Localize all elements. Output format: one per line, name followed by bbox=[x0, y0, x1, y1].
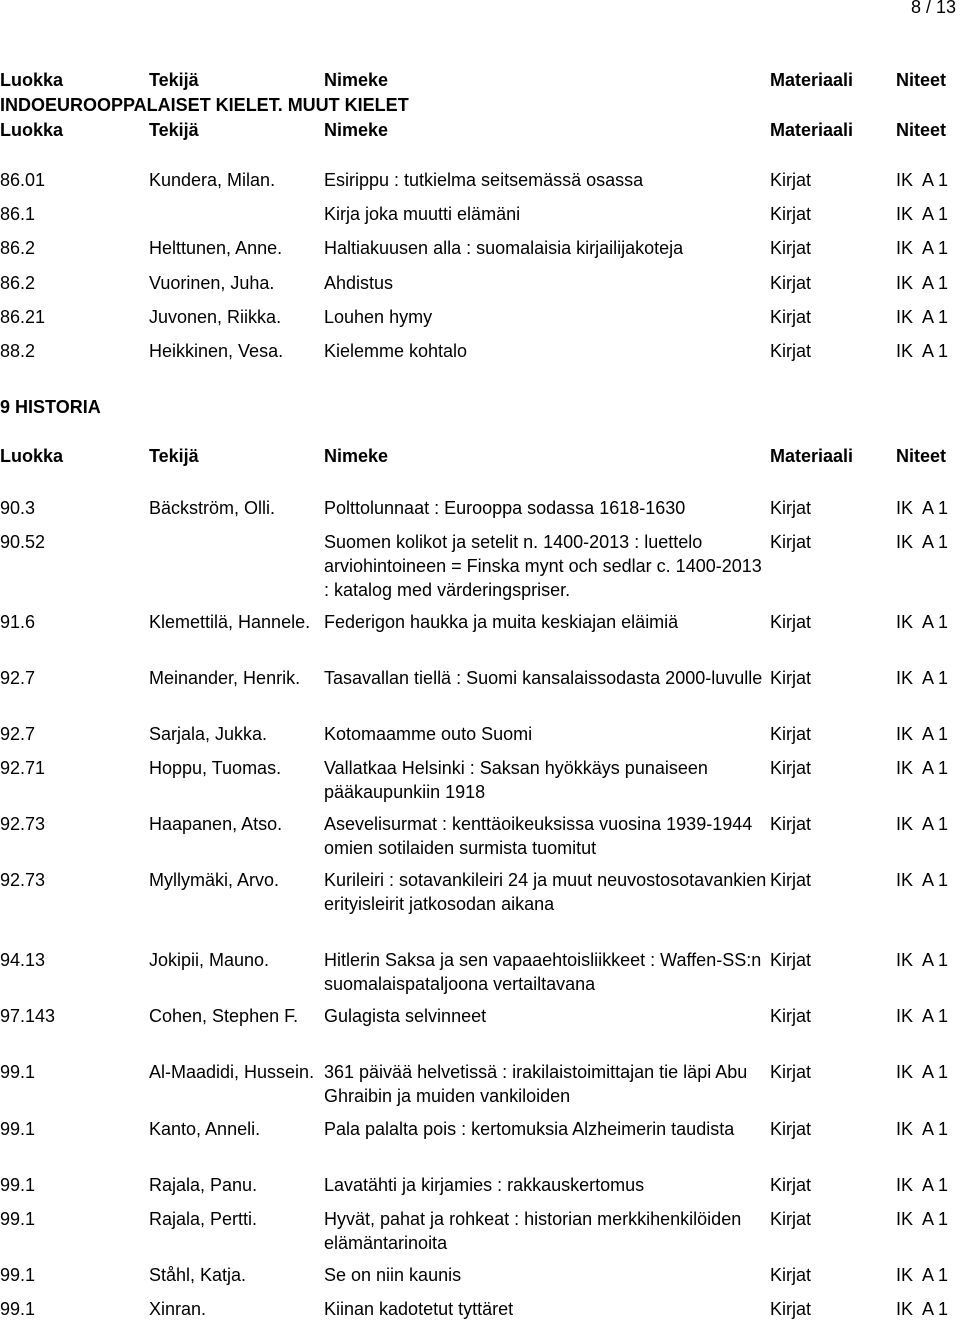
cell-nimeke: Se on niin kaunis bbox=[324, 1265, 462, 1285]
cell-nimeke: Hyvät, pahat ja rohkeat : historian merkkihenkilöiden elämäntarinoita bbox=[324, 1209, 742, 1253]
cell-niteet: IK A 1 bbox=[896, 1265, 949, 1285]
cell-niteet: IK A 1 bbox=[896, 1299, 949, 1319]
cell-luokka: 86.21 bbox=[0, 307, 46, 327]
cell-niteet: IK A 1 bbox=[896, 758, 949, 778]
header-tekija: Tekijä bbox=[149, 70, 199, 90]
header-tekija: Tekijä bbox=[149, 120, 199, 140]
cell-niteet: IK A 1 bbox=[896, 204, 949, 224]
cell-niteet: IK A 1 bbox=[896, 498, 949, 518]
cell-luokka: 92.73 bbox=[0, 814, 46, 834]
cell-nimeke: Asevelisurmat : kenttäoikeuksissa vuosina 1939-1944 omien sotilaiden surmista tuomitut bbox=[324, 814, 753, 858]
cell-nimeke: Kotomaamme outo Suomi bbox=[324, 724, 533, 744]
cell-niteet: IK A 1 bbox=[896, 668, 949, 688]
cell-niteet: IK A 1 bbox=[896, 1119, 949, 1139]
cell-materiaali: Kirjat bbox=[770, 814, 812, 834]
header-materiaali: Materiaali bbox=[770, 70, 854, 90]
cell-tekija: Rajala, Panu. bbox=[149, 1175, 258, 1195]
cell-luokka: 94.13 bbox=[0, 950, 46, 970]
header-materiaali: Materiaali bbox=[770, 446, 854, 466]
cell-nimeke: Vallatkaa Helsinki : Saksan hyökkäys punaiseen pääkaupunkiin 1918 bbox=[324, 758, 708, 802]
cell-tekija: Rajala, Pertti. bbox=[149, 1209, 258, 1229]
cell-materiaali: Kirjat bbox=[770, 758, 812, 778]
cell-nimeke: Kiinan kadotetut tyttäret bbox=[324, 1299, 514, 1319]
cell-nimeke: Federigon haukka ja muita keskiajan eläimiä bbox=[324, 612, 679, 632]
header-materiaali: Materiaali bbox=[770, 120, 854, 140]
cell-luokka: 99.1 bbox=[0, 1119, 36, 1139]
cell-niteet: IK A 1 bbox=[896, 273, 949, 293]
cell-materiaali: Kirjat bbox=[770, 870, 812, 890]
header-tekija: Tekijä bbox=[149, 446, 199, 466]
cell-luokka: 99.1 bbox=[0, 1265, 36, 1285]
header-luokka: Luokka bbox=[0, 70, 64, 90]
cell-niteet: IK A 1 bbox=[896, 238, 949, 258]
cell-luokka: 86.01 bbox=[0, 170, 46, 190]
cell-tekija: Ståhl, Katja. bbox=[149, 1265, 247, 1285]
cell-niteet: IK A 1 bbox=[896, 612, 949, 632]
cell-luokka: 90.52 bbox=[0, 532, 46, 552]
cell-nimeke: Tasavallan tiellä : Suomi kansalaissodasta 2000-luvulle bbox=[324, 668, 763, 688]
cell-nimeke: Louhen hymy bbox=[324, 307, 433, 327]
page-number: 8 / 13 bbox=[910, 0, 956, 17]
cell-luokka: 86.1 bbox=[0, 204, 36, 224]
section-title: 9 HISTORIA bbox=[0, 397, 101, 417]
cell-materiaali: Kirjat bbox=[770, 307, 812, 327]
cell-luokka: 86.2 bbox=[0, 273, 36, 293]
header-niteet: Niteet bbox=[896, 70, 947, 90]
cell-niteet: IK A 1 bbox=[896, 307, 949, 327]
cell-nimeke: Esirippu : tutkielma seitsemässä osassa bbox=[324, 170, 644, 190]
header-nimeke: Nimeke bbox=[324, 70, 389, 90]
cell-tekija: Myllymäki, Arvo. bbox=[149, 870, 280, 890]
cell-materiaali: Kirjat bbox=[770, 1299, 812, 1319]
cell-materiaali: Kirjat bbox=[770, 341, 812, 361]
cell-niteet: IK A 1 bbox=[896, 1209, 949, 1229]
cell-tekija: Bäckström, Olli. bbox=[149, 498, 276, 518]
cell-tekija: Meinander, Henrik. bbox=[149, 668, 301, 688]
cell-nimeke: Polttolunnaat : Eurooppa sodassa 1618-1630 bbox=[324, 498, 686, 518]
cell-luokka: 99.1 bbox=[0, 1209, 36, 1229]
cell-luokka: 92.73 bbox=[0, 870, 46, 890]
cell-luokka: 92.7 bbox=[0, 668, 36, 688]
section-title: INDOEUROOPPALAISET KIELET. MUUT KIELET bbox=[0, 95, 409, 115]
cell-niteet: IK A 1 bbox=[896, 170, 949, 190]
cell-niteet: IK A 1 bbox=[896, 870, 949, 890]
cell-luokka: 91.6 bbox=[0, 612, 36, 632]
cell-niteet: IK A 1 bbox=[896, 1175, 949, 1195]
cell-niteet: IK A 1 bbox=[896, 724, 949, 744]
cell-luokka: 92.7 bbox=[0, 724, 36, 744]
header-luokka: Luokka bbox=[0, 446, 64, 466]
cell-luokka: 99.1 bbox=[0, 1175, 36, 1195]
header-luokka: Luokka bbox=[0, 120, 64, 140]
header-nimeke: Nimeke bbox=[324, 446, 389, 466]
cell-materiaali: Kirjat bbox=[770, 668, 812, 688]
cell-materiaali: Kirjat bbox=[770, 1175, 812, 1195]
cell-tekija: Xinran. bbox=[149, 1299, 207, 1319]
cell-tekija: Heikkinen, Vesa. bbox=[149, 341, 284, 361]
cell-tekija: Sarjala, Jukka. bbox=[149, 724, 268, 744]
cell-niteet: IK A 1 bbox=[896, 1006, 949, 1026]
cell-materiaali: Kirjat bbox=[770, 612, 812, 632]
cell-nimeke: Pala palalta pois : kertomuksia Alzheimerin taudista bbox=[324, 1119, 735, 1139]
header-niteet: Niteet bbox=[896, 446, 947, 466]
cell-luokka: 92.71 bbox=[0, 758, 46, 778]
cell-nimeke: 361 päivää helvetissä : irakilaistoimittajan tie läpi Abu Ghraibin ja muiden vankiloiden bbox=[324, 1062, 748, 1106]
cell-nimeke: Hitlerin Saksa ja sen vapaaehtoisliikkeet : Waffen-SS:n suomalaispataljoona vertailtavana bbox=[324, 950, 762, 994]
cell-materiaali: Kirjat bbox=[770, 1119, 812, 1139]
cell-luokka: 99.1 bbox=[0, 1062, 36, 1082]
cell-luokka: 88.2 bbox=[0, 341, 36, 361]
cell-luokka: 90.3 bbox=[0, 498, 36, 518]
cell-materiaali: Kirjat bbox=[770, 498, 812, 518]
cell-niteet: IK A 1 bbox=[896, 1062, 949, 1082]
cell-tekija: Vuorinen, Juha. bbox=[149, 273, 275, 293]
cell-materiaali: Kirjat bbox=[770, 950, 812, 970]
cell-tekija: Klemettilä, Hannele. bbox=[149, 612, 311, 632]
cell-materiaali: Kirjat bbox=[770, 724, 812, 744]
cell-tekija: Juvonen, Riikka. bbox=[149, 307, 282, 327]
cell-tekija: Cohen, Stephen F. bbox=[149, 1006, 299, 1026]
cell-materiaali: Kirjat bbox=[770, 238, 812, 258]
cell-materiaali: Kirjat bbox=[770, 1006, 812, 1026]
cell-nimeke: Kielemme kohtalo bbox=[324, 341, 468, 361]
cell-niteet: IK A 1 bbox=[896, 814, 949, 834]
cell-niteet: IK A 1 bbox=[896, 532, 949, 552]
cell-materiaali: Kirjat bbox=[770, 1265, 812, 1285]
cell-materiaali: Kirjat bbox=[770, 170, 812, 190]
cell-nimeke: Kurileiri : sotavankileiri 24 ja muut neuvostosotavankien erityisleirit jatkosodan aikana bbox=[324, 870, 767, 914]
cell-nimeke: Suomen kolikot ja setelit n. 1400-2013 : luettelo arviohintoineen = Finska mynt och sedlar c. 1400-2013 : katalog med värderingspriser. bbox=[324, 532, 762, 600]
header-nimeke: Nimeke bbox=[324, 120, 389, 140]
cell-luokka: 97.143 bbox=[0, 1006, 56, 1026]
cell-tekija: Kanto, Anneli. bbox=[149, 1119, 261, 1139]
cell-niteet: IK A 1 bbox=[896, 341, 949, 361]
cell-materiaali: Kirjat bbox=[770, 532, 812, 552]
cell-nimeke: Haltiakuusen alla : suomalaisia kirjailijakoteja bbox=[324, 238, 684, 258]
cell-materiaali: Kirjat bbox=[770, 1209, 812, 1229]
cell-materiaali: Kirjat bbox=[770, 1062, 812, 1082]
header-niteet: Niteet bbox=[896, 120, 947, 140]
cell-nimeke: Gulagista selvinneet bbox=[324, 1006, 487, 1026]
cell-tekija: Jokipii, Mauno. bbox=[149, 950, 270, 970]
cell-tekija: Al-Maadidi, Hussein. bbox=[149, 1062, 315, 1082]
cell-luokka: 99.1 bbox=[0, 1299, 36, 1319]
cell-tekija: Helttunen, Anne. bbox=[149, 238, 283, 258]
cell-materiaali: Kirjat bbox=[770, 204, 812, 224]
cell-nimeke: Kirja joka muutti elämäni bbox=[324, 204, 521, 224]
cell-niteet: IK A 1 bbox=[896, 950, 949, 970]
cell-nimeke: Ahdistus bbox=[324, 273, 394, 293]
cell-luokka: 86.2 bbox=[0, 238, 36, 258]
cell-nimeke: Lavatähti ja kirjamies : rakkauskertomus bbox=[324, 1175, 645, 1195]
cell-tekija: Haapanen, Atso. bbox=[149, 814, 283, 834]
cell-materiaali: Kirjat bbox=[770, 273, 812, 293]
cell-tekija: Hoppu, Tuomas. bbox=[149, 758, 282, 778]
cell-tekija: Kundera, Milan. bbox=[149, 170, 276, 190]
